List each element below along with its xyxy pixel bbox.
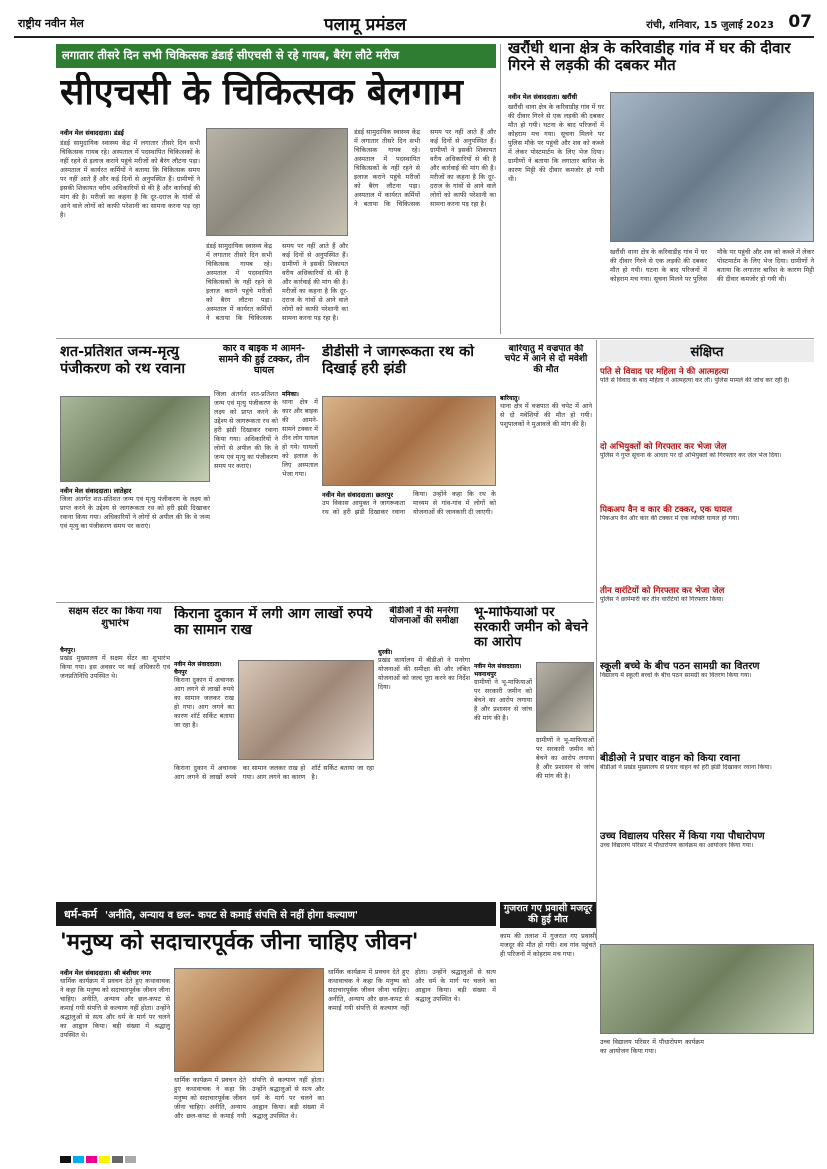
story-5-body: प्रखंड मुख्यालय में सक्षम सेंटर का शुभारंभ किया गया। इस अवसर पर कई अधिकारी एवं जनप्रतिनिधि उपस्थित थे। (60, 654, 170, 680)
story-2-body: थाना क्षेत्र में कार और बाइक की आमने-सामने टक्कर में तीन लोग घायल हो गये। घायलों को इलाज के लिए अस्पताल भेजा गया। (282, 398, 318, 478)
story-8-body: ग्रामीणों ने भू-माफियाओं पर सरकारी जमीन को बेचने का आरोप लगाया है और प्रशासन से जांच की मांग की है। (474, 678, 532, 722)
dharm-tag: धर्म-कर्म (64, 907, 97, 921)
column-rule (500, 44, 501, 334)
dharm-body-cont-2: धार्मिक कार्यक्रम में प्रवचन देते हुए कथावाचक ने कहा कि मनुष्य को सदाचारपूर्वक जीवन जीना चाहिए। अनीति, अन्याय और छल-कपट से कमाई गयी संपत्ति से कल्याण नहीं होता। उन्होंने श्रद्धालुओं से सत्य और धर्म के मार्ग पर चलने का आह्वान किया। बड़ी संख्या में श्रद्धालु उपस्थित थे। (328, 968, 496, 1012)
right-lead-headline: खरौंधी थाना क्षेत्र के करिवाडीह गांव में घर की दीवार गिरने से लड़की की दबकर मौत (508, 40, 791, 75)
dharm-photo (174, 968, 324, 1072)
story-2-text (282, 390, 318, 598)
paper-name: राष्ट्रीय नवीन मेल (18, 17, 84, 30)
sidebar (600, 340, 814, 940)
story-1-body: जिला अंतर्गत शत-प्रतिशत जन्म एवं मृत्यु पंजीकरण के लक्ष्य को प्राप्त करने के उद्देश्य से जागरूकता रथ को हरी झंडी दिखाकर रवाना किया गया। अधिकारियों ने लोगों से अपील की कि वे जन्म एवं मृत्यु का पंजीकरण समय पर कराएं। (60, 495, 210, 530)
sidebar-item-5-title: स्कूली बच्चे के बीच पठन सामग्री का वितरण (600, 661, 760, 672)
story-6-photo (238, 660, 374, 760)
story-4-text (500, 394, 592, 598)
story-8-body-cont: ग्रामीणों ने भू-माफियाओं पर सरकारी जमीन को बेचने का आरोप लगाया है और प्रशासन से जांच की मांग की है। (536, 736, 594, 780)
story-8-byline: नवीन मेल संवाददाता। भवनाथपुर (474, 663, 522, 678)
story-1-photo (60, 396, 210, 482)
sidebar-item-5-text: विद्यालय में स्कूली बच्चों के बीच पठन सामग्री का वितरण किया गया। (600, 672, 752, 679)
story-3-headline: डीडीसी ने जागरूकता रथ को दिखाई हरी झंडी (322, 344, 475, 377)
sidebar-item-3-text: पिकअप वैन और कार की टक्कर में एक व्यक्ति घायल हो गया। (600, 515, 740, 522)
right-lead-body-cont: खरौंधी थाना क्षेत्र के करिवाडीह गांव में घर की दीवार गिरने से एक लड़की की दबकर मौत हो गयी। घटना के बाद परिजनों में कोहराम मच गया। सूचना मिलने पर पुलिस मौके पर पहुंची और शव को कब्जे में लेकर पोस्टमार्टम के लिए भेज दिया। ग्रामीणों ने बताया कि लगातार बारिश के कारण मिट्टी की दीवार कमजोर हो गयी थी। (610, 248, 814, 283)
sidebar-item-4-title: तीन वारंटियों को गिरफ्तार कर भेजा जेल (600, 586, 725, 596)
story-8-text (474, 662, 532, 896)
right-lead-body: खरौंधी थाना क्षेत्र के करिवाडीह गांव में घर की दीवार गिरने से एक लड़की की दबकर मौत हो गयी। घटना के बाद परिजनों में कोहराम मच गया। सूचना मिलने पर पुलिस मौके पर पहुंची और शव को कब्जे में लेकर पोस्टमार्टम के लिए भेज दिया। ग्रामीणों ने बताया कि लगातार बारिश के कारण मिट्टी की दीवार कमजोर हो गयी थी। (508, 103, 604, 183)
sidebar-item-1-title: पति से विवाद पर महिला ने की आत्महत्या (600, 367, 729, 377)
plantation-body: उच्च विद्यालय परिसर में पौधारोपण कार्यक्रम का आयोजन किया गया। (600, 1038, 704, 1055)
lead-byline: नवीन मेल संवाददाता। डंडई (60, 129, 124, 137)
story-8-headline: भू-माफियाओं पर सरकारी जमीन को बेचने का आरोप (474, 606, 588, 650)
sidebar-item-6-title: बीडीओ ने प्रचार वाहन को किया रवाना (600, 753, 740, 764)
sidebar-title: संक्षिप्त (600, 340, 814, 362)
story-4-body: थाना क्षेत्र में वज्रपात की चपेट में आने से दो मवेशियों की मौत हो गयी। पशुपालकों ने मुआवजे की मांग की है। (500, 402, 592, 428)
section-title: पलामू प्रमंडल (324, 15, 407, 35)
dateline: रांची, शनिवार, 15 जुलाई 2023 (646, 20, 774, 31)
story-3-photo (322, 396, 496, 486)
story-3-byline: नवीन मेल संवाददाता। छतरपुर (322, 491, 393, 499)
sidebar-item-7-title: उच्च विद्यालय परिसर में किया गया पौधारोपण (600, 831, 765, 842)
story-3-body: उप विकास आयुक्त ने जागरूकता रथ को हरी झंडी दिखाकर रवाना किया। उन्होंने कहा कि रथ के माध्यम से गांव-गांव में लोगों को योजनाओं की जानकारी दी जाएगी। (322, 490, 496, 516)
gujarat-story (500, 902, 596, 1152)
dharm-body-cont: धार्मिक कार्यक्रम में प्रवचन देते हुए कथावाचक ने कहा कि मनुष्य को सदाचारपूर्वक जीवन जीना चाहिए। अनीति, अन्याय और छल-कपट से कमाई गयी संपत्ति से कल्याण नहीं होता। उन्होंने श्रद्धालुओं से सत्य और धर्म के मार्ग पर चलने का आह्वान किया। बड़ी संख्या में श्रद्धालु उपस्थित थे। (174, 1076, 324, 1120)
story-5-byline: चैनपुर। (60, 647, 76, 654)
gujarat-headline: गुजरात गए प्रवासी मजदूर की हुई मौत (500, 902, 596, 928)
story-3-text (322, 490, 496, 598)
story-7-text (378, 648, 470, 896)
page-number: 07 (788, 12, 812, 32)
right-lead-photo (610, 92, 814, 242)
story-6-body-cont: किराना दुकान में अचानक आग लगने से लाखों रुपये का सामान जलकर राख हो गया। आग लगने का कारण शॉर्ट सर्किट बताया जा रहा है। (174, 764, 374, 781)
lead-body: डंडई सामुदायिक स्वास्थ्य केंद्र में लगातार तीसरे दिन सभी चिकित्सक गायब रहे। अस्पताल में पदस्थापित चिकित्सकों के नहीं रहने से इलाज कराने पहुंचे मरीजों को बैरंग लौटना पड़ा। अस्पताल में कार्यरत कर्मियों ने बताया कि चिकित्सक समय पर नहीं आते हैं और कई दिनों से अनुपस्थित हैं। ग्रामीणों ने इसकी शिकायत वरीय अधिकारियों से की है और कार्रवाई की मांग की है। मरीजों का कहना है कि दूर-दराज के गांवों से आने वाले लोगों को काफी परेशानी का सामना करना पड़ रहा है। (60, 139, 200, 219)
story-6-headline: किराना दुकान में लगी आग लाखों रुपये का सामान राख (174, 606, 373, 639)
dharm-body: धार्मिक कार्यक्रम में प्रवचन देते हुए कथावाचक ने कहा कि मनुष्य को सदाचारपूर्वक जीवन जीना चाहिए। अनीति, अन्याय और छल-कपट से कमाई गयी संपत्ति से कल्याण नहीं होता। उन्होंने श्रद्धालुओं से सत्य और धर्म के मार्ग पर चलने का आह्वान किया। बड़ी संख्या में श्रद्धालु उपस्थित थे। (60, 977, 170, 1039)
dharm-headline: 'मनुष्य को सदाचारपूर्वक जीना चाहिए जीवन' (60, 930, 419, 955)
sidebar-item-7-text: उच्च विद्यालय परिसर में पौधारोपण कार्यक्रम का आयोजन किया गया। (600, 842, 754, 849)
sidebar-item-6-text: बीडीओ ने प्रखंड मुख्यालय से प्रचार वाहन को हरी झंडी दिखाकर रवाना किया। (600, 764, 772, 771)
sidebar-rule (596, 340, 597, 940)
right-lead-text-column (508, 92, 604, 298)
dharm-banner (56, 902, 496, 926)
story-4-byline: बारियातु। (500, 395, 520, 402)
lead-kicker: लगातार तीसरे दिन सभी चिकित्सक डंडाई सीएचसी से रहे गायब, बैरंग लौटे मरीज (56, 44, 496, 68)
masthead (14, 10, 814, 38)
sidebar-item-2-text: पुलिस ने गुप्त सूचना के आधार पर दो अभियुक्तों को गिरफ्तार कर जेल भेज दिया। (600, 452, 782, 459)
section-rule-2 (56, 602, 594, 603)
sidebar-item-1-text: पति से विवाद के बाद महिला ने आत्महत्या कर ली। पुलिस मामले की जांच कर रही है। (600, 377, 790, 384)
right-lead-byline: नवीन मेल संवाददाता। खरौंधी (508, 93, 578, 101)
story-7-byline: धुरकी। (378, 649, 393, 656)
section-rule (56, 338, 814, 339)
story-2-headline: कार व बाइक में आमने-सामने की हुई टक्कर, तीन घायल (218, 344, 310, 376)
gujarat-body: काम की तलाश में गुजरात गए प्रवासी मजदूर की मौत हो गयी। शव गांव पहुंचते ही परिजनों में कोहराम मच गया। (500, 931, 596, 958)
story-1-byline: नवीन मेल संवाददाता। लातेहार (60, 487, 132, 495)
dharm-byline: नवीन मेल संवाददाता। श्री बंशीधर नगर (60, 969, 151, 977)
color-registration-strip (60, 1156, 136, 1163)
lead-photo (206, 128, 348, 236)
story-6-text (174, 660, 234, 760)
sidebar-item-2-title: दो अभियुक्तों को गिरफ्तार कर भेजा जेल (600, 442, 727, 452)
story-7-headline: बीडीओ ने की मनरेगा योजनाओं की समीक्षा (389, 606, 459, 627)
plantation-photo (600, 944, 814, 1034)
lead-body-cont-2: डंडई सामुदायिक स्वास्थ्य केंद्र में लगातार तीसरे दिन सभी चिकित्सक गायब रहे। अस्पताल में पदस्थापित चिकित्सकों के नहीं रहने से इलाज कराने पहुंचे मरीजों को बैरंग लौटना पड़ा। अस्पताल में कार्यरत कर्मियों ने बताया कि चिकित्सक समय पर नहीं आते हैं और कई दिनों से अनुपस्थित हैं। ग्रामीणों ने इसकी शिकायत वरीय अधिकारियों से की है और कार्रवाई की मांग की है। मरीजों का कहना है कि दूर-दराज के गांवों से आने वाले लोगों को काफी परेशानी का सामना करना पड़ रहा है। (206, 242, 348, 322)
lead-body-cont: डंडई सामुदायिक स्वास्थ्य केंद्र में लगातार तीसरे दिन सभी चिकित्सक गायब रहे। अस्पताल में पदस्थापित चिकित्सकों के नहीं रहने से इलाज कराने पहुंचे मरीजों को बैरंग लौटना पड़ा। अस्पताल में कार्यरत कर्मियों ने बताया कि चिकित्सक समय पर नहीं आते हैं और कई दिनों से अनुपस्थित हैं। ग्रामीणों ने इसकी शिकायत वरीय अधिकारियों से की है और कार्रवाई की मांग की है। मरीजों का कहना है कि दूर-दराज के गांवों से आने वाले लोगों को काफी परेशानी का सामना करना पड़ रहा है। (354, 128, 496, 208)
story-6-body: किराना दुकान में अचानक आग लगने से लाखों रुपये का सामान जलकर राख हो गया। आग लगने का कारण शॉर्ट सर्किट बताया जा रहा है। (174, 676, 234, 729)
story-7-body: प्रखंड कार्यालय में बीडीओ ने मनरेगा योजनाओं की समीक्षा की और लंबित योजनाओं को जल्द पूरा करने का निर्देश दिया। (378, 656, 470, 691)
dharm-text-column (60, 968, 170, 1152)
story-6-byline: नवीन मेल संवाददाता। चैनपुर (174, 661, 222, 676)
sidebar-item-3-title: पिकअप वैन व कार की टक्कर, एक घायल (600, 505, 732, 515)
story-8-photo (536, 662, 594, 732)
sidebar-item-4-text: पुलिस ने छापेमारी कर तीन वारंटियों को गिरफ्तार किया। (600, 596, 724, 603)
story-1-text (60, 486, 210, 598)
story-1-body-cont: जिला अंतर्गत शत-प्रतिशत जन्म एवं मृत्यु पंजीकरण के लक्ष्य को प्राप्त करने के उद्देश्य से जागरूकता रथ को हरी झंडी दिखाकर रवाना किया गया। अधिकारियों ने लोगों से अपील की कि वे जन्म एवं मृत्यु का पंजीकरण समय पर कराएं। (214, 390, 278, 470)
story-2-byline: मनिका। (282, 391, 299, 398)
story-5-text (60, 646, 170, 896)
lead-text-column (60, 128, 200, 334)
dharm-quote: 'अनीति, अन्याय व छल- कपट से कमाई संपत्ति से नहीं होगा कल्याण' (104, 910, 358, 921)
lead-headline: सीएचसी के चिकित्सक बेलगाम (60, 72, 463, 113)
story-5-headline: सक्षम सेंटर का किया गया शुभारंभ (68, 606, 162, 629)
story-4-headline: बारियातु में वज्रपात की चपेट में आने से दो मवेशी की मौत (504, 344, 588, 375)
story-1-headline: शत-प्रतिशत जन्म-मृत्यु पंजीकरण को रथ रवाना (60, 344, 186, 377)
